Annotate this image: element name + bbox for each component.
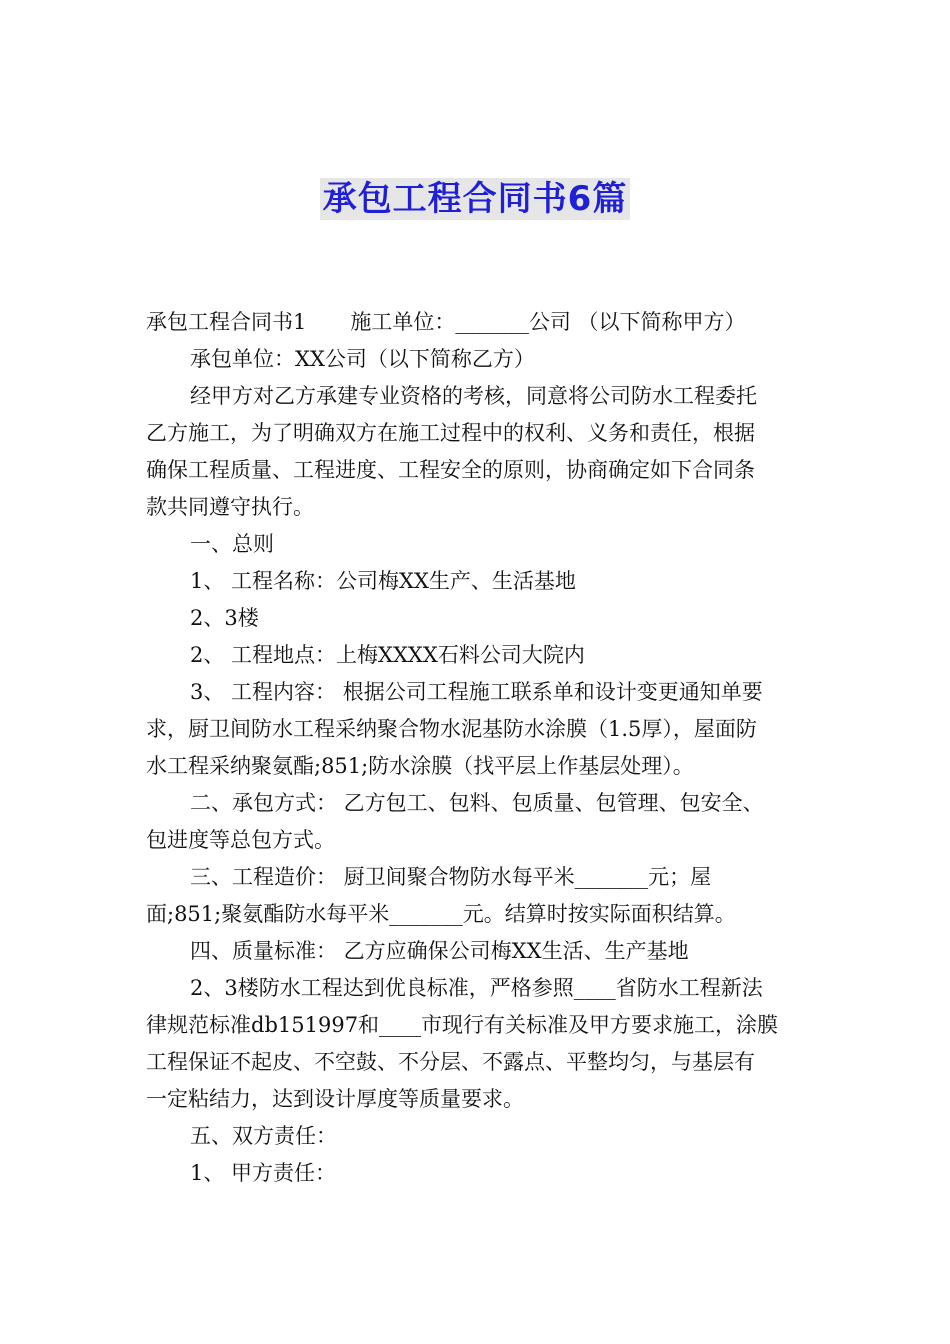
title-container bbox=[0, 178, 950, 220]
paragraph: 面;851;聚氨酯防水每平米_______元。结算时按实际面积结算。 bbox=[146, 902, 736, 926]
contract-heading: 承包工程合同书1 bbox=[146, 310, 307, 334]
section-heading: 三、工程造价： 厨卫间聚合物防水每平米_______元；屋 bbox=[190, 865, 712, 889]
construction-unit: 施工单位：_______公司 （以下简称甲方） bbox=[350, 310, 746, 334]
paragraph: 1、 甲方责任： bbox=[190, 1161, 337, 1185]
section-heading: 二、承包方式： 乙方包工、包料、包质量、包管理、包安全、 bbox=[190, 791, 764, 815]
paragraph: 2、3楼 bbox=[190, 606, 259, 630]
paragraph: 乙方施工，为了明确双方在施工过程中的权利、义务和责任，根据 bbox=[146, 421, 755, 445]
paragraph: 2、 工程地点：上梅XXXX石料公司大院内 bbox=[190, 643, 585, 667]
paragraph bbox=[146, 304, 806, 341]
paragraph: 经甲方对乙方承建专业资格的考核，同意将公司防水工程委托 bbox=[190, 384, 757, 408]
paragraph: 款共同遵守执行。 bbox=[146, 495, 314, 519]
document-title: 承包工程合同书6篇 bbox=[320, 178, 631, 220]
section-heading: 一、总则 bbox=[190, 532, 274, 556]
paragraph: 承包单位：XX公司（以下简称乙方） bbox=[190, 347, 535, 371]
paragraph: 2、3楼防水工程达到优良标准，严格参照____省防水工程新法 bbox=[190, 976, 763, 1000]
paragraph: 1、 工程名称：公司梅XX生产、生活基地 bbox=[190, 569, 576, 593]
paragraph: 求，厨卫间防水工程采纳聚合物水泥基防水涂膜（1.5厚），屋面防 bbox=[146, 717, 757, 741]
paragraph: 工程保证不起皮、不空鼓、不分层、不露点、平整均匀，与基层有 bbox=[146, 1050, 755, 1074]
section-heading: 五、双方责任： bbox=[190, 1124, 337, 1148]
document-body bbox=[146, 304, 806, 1192]
paragraph: 一定粘结力，达到设计厚度等质量要求。 bbox=[146, 1087, 524, 1111]
paragraph: 包进度等总包方式。 bbox=[146, 828, 335, 852]
section-heading: 四、质量标准： 乙方应确保公司梅XX生活、生产基地 bbox=[190, 939, 689, 963]
paragraph: 水工程采纳聚氨酯;851;防水涂膜（找平层上作基层处理）。 bbox=[146, 754, 694, 778]
paragraph: 3、 工程内容： 根据公司工程施工联系单和设计变更通知单要 bbox=[190, 680, 763, 704]
paragraph: 确保工程质量、工程进度、工程安全的原则，协商确定如下合同条 bbox=[146, 458, 755, 482]
paragraph: 律规范标准db151997和____市现行有关标准及甲方要求施工，涂膜 bbox=[146, 1013, 779, 1037]
